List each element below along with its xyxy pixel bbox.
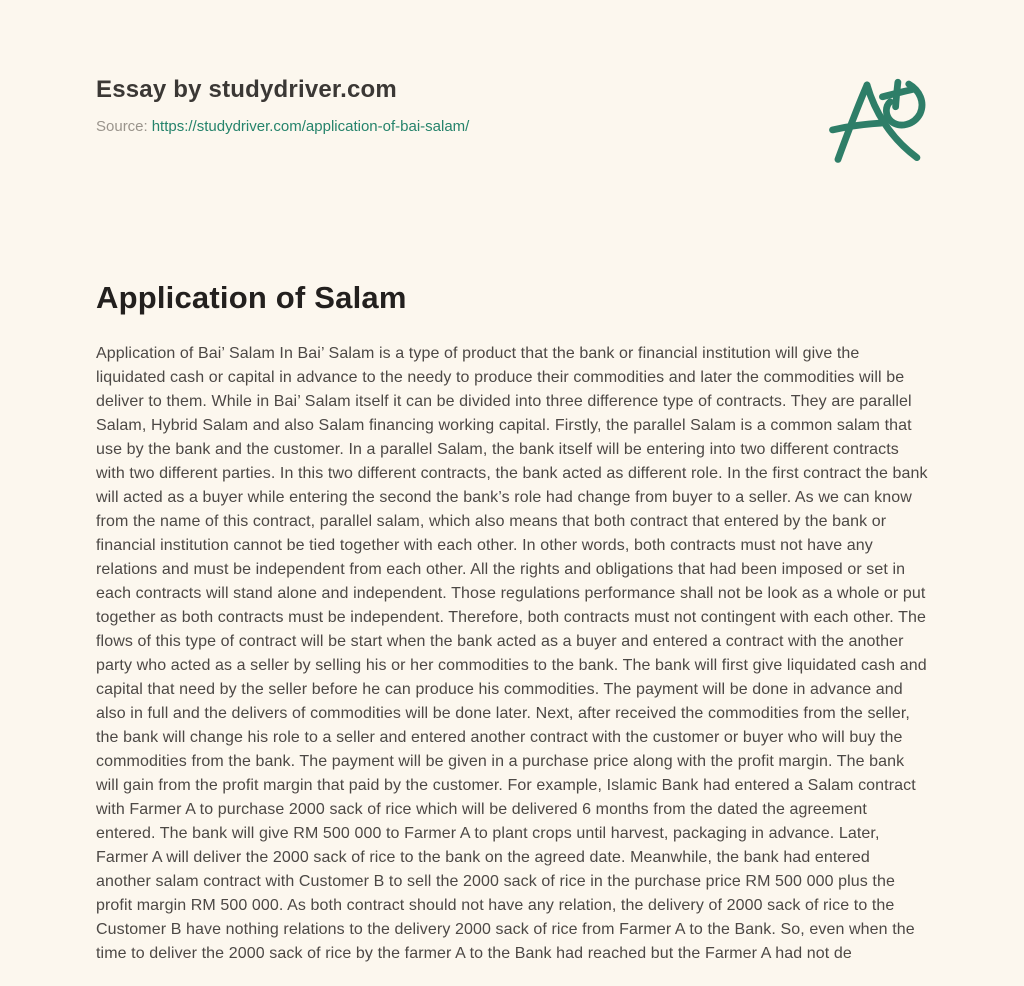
- page-header: [96, 76, 928, 168]
- a-plus-logo-icon: [818, 70, 936, 168]
- source-label: Source:: [96, 118, 148, 135]
- studydriver-logo: [818, 70, 936, 168]
- essay-title: Application of Salam: [96, 280, 407, 315]
- source-url-link[interactable]: https://studydriver.com/application-of-bai-salam/: [151, 118, 470, 135]
- source-line: [96, 118, 469, 135]
- header-text-block: [96, 76, 469, 135]
- essay-body-text: Application of Bai’ Salam In Bai’ Salam is a type of product that the bank or financial institution will give the liquidated cash or capital in advance to the needy to produce their commodities and later the commodities will be deliver to them. While in Bai’ Salam itself it can be divided into three difference type of contracts. They are parallel Salam, Hybrid Salam and also Salam financing working capital. Firstly, the parallel Salam is a common salam that use by the bank and the customer. In a parallel Salam, the bank itself will be entering into two different contracts with two different parties. In this two different contracts, the bank acted as different role. In the first contract the bank will acted as a buyer while entering the second the bank’s role had change from buyer to a seller. As we can know from the name of this contract, parallel salam, which also means that both contract that entered by the bank or financial institution cannot be tied together with each other. In other words, both contracts must not have any relations and must be independent from each other. All the rights and obligations that had been imposed or set in each contracts will stand alone and independent. Those regulations performance shall not be look as a whole or put together as both contracts must be independent. Therefore, both contracts must not contingent with each other. The flows of this type of contract will be start when the bank acted as a buyer and entered a contract with the another party who acted as a seller by selling his or her commodities to the bank. The bank will first give liquidated cash and capital that need by the seller before he can produce his commodities. The payment will be done in advance and also in full and the delivers of commodities will be done later. Next, after received the commodities from the seller, the bank will change his role to a seller and entered another contract with the customer or buyer who will buy the commodities from the bank. The payment will be given in a purchase price along with the profit margin. The bank will gain from the profit margin that paid by the customer. For example, Islamic Bank had entered a Salam contract with Farmer A to purchase 2000 sack of rice which will be delivered 6 months from the dated the agreement entered. The bank will give RM 500 000 to Farmer A to plant crops until harvest, packaging in advance. Later, Farmer A will deliver the 2000 sack of rice to the bank on the agreed date. Meanwhile, the bank had entered another salam contract with Customer B to sell the 2000 sack of rice in the purchase price RM 500 000 plus the profit margin RM 500 000. As both contract should not have any relation, the delivery of 2000 sack of rice to the Customer B have nothing relations to the delivery 2000 sack of rice from Farmer A to the Bank. So, even when the time to deliver the 2000 sack of rice by the farmer A to the Bank had reached but the Farmer A had not de: [96, 345, 928, 962]
- site-byline: Essay by studydriver.com: [96, 76, 397, 103]
